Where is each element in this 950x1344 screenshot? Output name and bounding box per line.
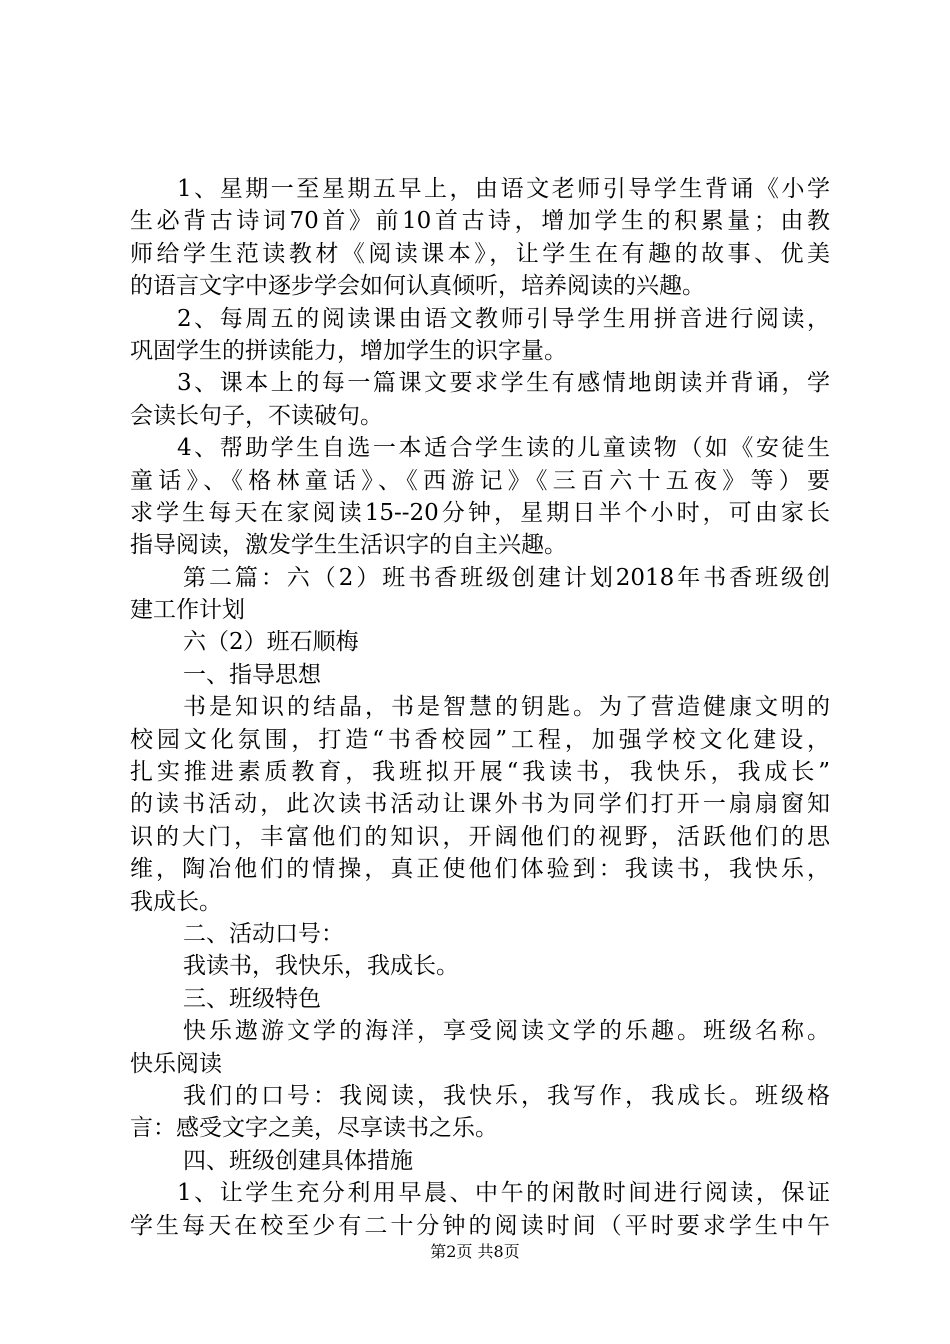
text-line: 四、班级创建具体措施	[183, 1147, 413, 1174]
text-line: 我读书，我快乐，我成长。	[183, 953, 459, 980]
text-line: 快乐遨游文学的海洋，享受阅读文学的乐趣。班级名称。	[183, 1018, 830, 1045]
text-line: 巩固学生的拼读能力，增加学生的识字量。	[130, 337, 567, 364]
text-line: 生必背古诗词70首》前10首古诗，增加学生的积累量；由教	[130, 208, 830, 235]
text-line: 1、让学生充分利用早晨、中午的闲散时间进行阅读，保证	[177, 1180, 830, 1207]
text-line: 1、星期一至星期五早上，由语文老师引导学生背诵《小学	[177, 176, 830, 202]
text-line: 二、活动口号：	[183, 920, 344, 947]
text-line: 建工作计划	[130, 597, 245, 624]
text-line: 求学生每天在家阅读15--20分钟，星期日半个小时，可由家长	[130, 499, 830, 526]
text-line: 校园文化氛围，打造“书香校园”工程，加强学校文化建设，	[130, 726, 830, 753]
text-line: 2、每周五的阅读课由语文教师引导学生用拼音进行阅读，	[177, 305, 830, 332]
text-line: 的语言文字中逐步学会如何认真倾听，培养阅读的兴趣。	[130, 273, 705, 300]
text-line: 三、班级特色	[183, 985, 321, 1012]
text-line: 扎实推进素质教育，我班拟开展“我读书，我快乐，我成长”	[130, 759, 830, 786]
text-line: 识的大门，丰富他们的知识，开阔他们的视野，活跃他们的思	[130, 823, 830, 850]
text-line: 指导阅读，激发学生生活识字的自主兴趣。	[130, 532, 567, 559]
text-line: 言：感受文字之美，尽享读书之乐。	[130, 1115, 498, 1142]
text-line: 六（2）班石顺梅	[183, 629, 359, 656]
document-body	[130, 173, 830, 1242]
text-line: 的读书活动，此次读书活动让课外书为同学们打开一扇扇窗知	[130, 791, 830, 818]
text-line: 师给学生范读教材《阅读课本》，让学生在有趣的故事、优美	[130, 240, 830, 267]
text-line: 我成长。	[130, 888, 222, 915]
text-line: 一、指导思想	[183, 661, 321, 688]
text-line: 我们的口号：我阅读，我快乐，我写作，我成长。班级格	[183, 1082, 830, 1109]
page-footer: 第2页 共8页	[430, 1242, 520, 1261]
text-line: 会读长句子，不读破句。	[130, 402, 383, 429]
text-line: 第二篇：六（2）班书香班级创建计划2018年书香班级创	[183, 564, 830, 591]
text-line: 维，陶冶他们的情操，真正使他们体验到：我读书，我快乐，	[130, 856, 830, 883]
text-line: 童话》、《格林童话》、《西游记》《三百六十五夜》等）要	[130, 467, 830, 494]
text-line: 4、帮助学生自选一本适合学生读的儿童读物（如《安徒生	[177, 435, 830, 462]
text-line: 快乐阅读	[130, 1050, 222, 1077]
text-line: 3、课本上的每一篇课文要求学生有感情地朗读并背诵，学	[177, 370, 830, 397]
text-line: 学生每天在校至少有二十分钟的阅读时间（平时要求学生中午	[130, 1212, 830, 1239]
text-line: 书是知识的结晶，书是智慧的钥匙。为了营造健康文明的	[183, 694, 830, 721]
